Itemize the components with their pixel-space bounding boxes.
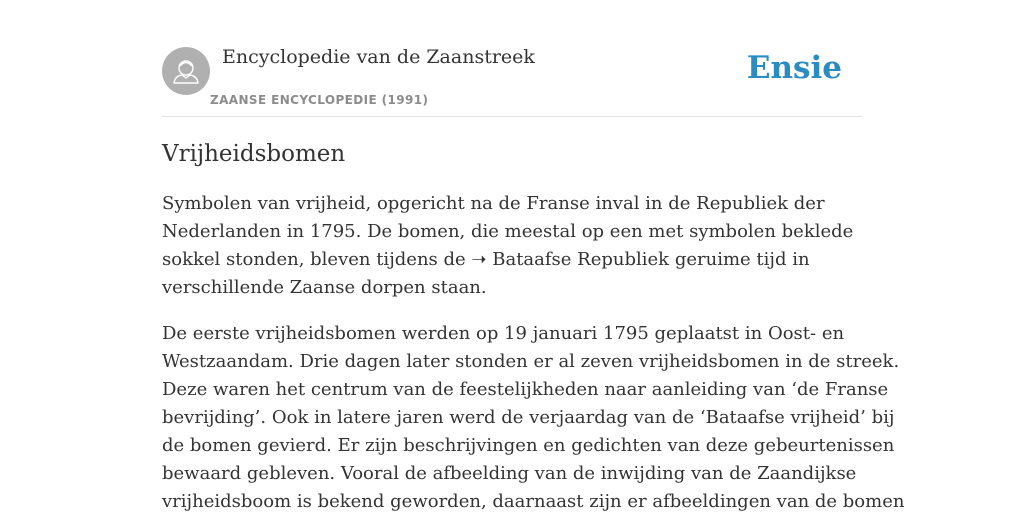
paragraph-line: Nederlanden in 1795. De bomen, die meestal op een met symbolen beklede [162,221,854,242]
paragraph-text: sokkel stonden, bleven tijdens de [162,249,472,270]
paragraph-line: De eerste vrijheidsbomen werden op 19 januari 1795 geplaatst in Oost- en [162,323,845,344]
article-paragraph-2 [162,320,905,512]
paragraph-text: geruime tijd in [669,249,810,270]
article [162,138,905,512]
ensie-logo[interactable]: Ensie [746,50,842,86]
link-label: Bataafse Republiek [492,249,670,270]
paragraph-line: bewaard gebleven. Vooral de afbeelding van de inwijding van de Zaandijkse [162,463,857,484]
paragraph-line: de bomen gevierd. Er zijn beschrijvingen en gedichten van deze gebeurtenissen [162,435,895,456]
paragraph-line: Symbolen van vrijheid, opgericht na de Franse inval in de Republiek der [162,193,825,214]
user-icon [162,47,210,95]
source-header [162,46,862,117]
article-paragraph-1 [162,190,862,302]
source-title[interactable]: Encyclopedie van de Zaanstreek [222,46,535,68]
cross-reference-link[interactable] [471,249,669,270]
paragraph-line: bevrijding’. Ook in latere jaren werd de verjaardag van de ‘Bataafse vrijheid’ bij [162,407,895,428]
source-avatar[interactable] [162,47,210,95]
arrow-right-icon: ➝ [471,249,487,270]
paragraph-line [162,246,862,274]
paragraph-line: verschillende Zaanse dorpen staan. [162,277,487,298]
paragraph-line: Deze waren het centrum van de feestelijkheden naar aanleiding van ‘de Franse [162,379,889,400]
paragraph-line: Westzaandam. Drie dagen later stonden er al zeven vrijheidsbomen in de streek. [162,351,900,372]
paragraph-line: vrijheidsboom is bekend geworden, daarnaast zijn er afbeeldingen van de bomen [162,491,905,512]
source-subtitle[interactable]: ZAANSE ENCYCLOPEDIE (1991) [210,93,429,107]
article-title: Vrijheidsbomen [162,141,346,167]
